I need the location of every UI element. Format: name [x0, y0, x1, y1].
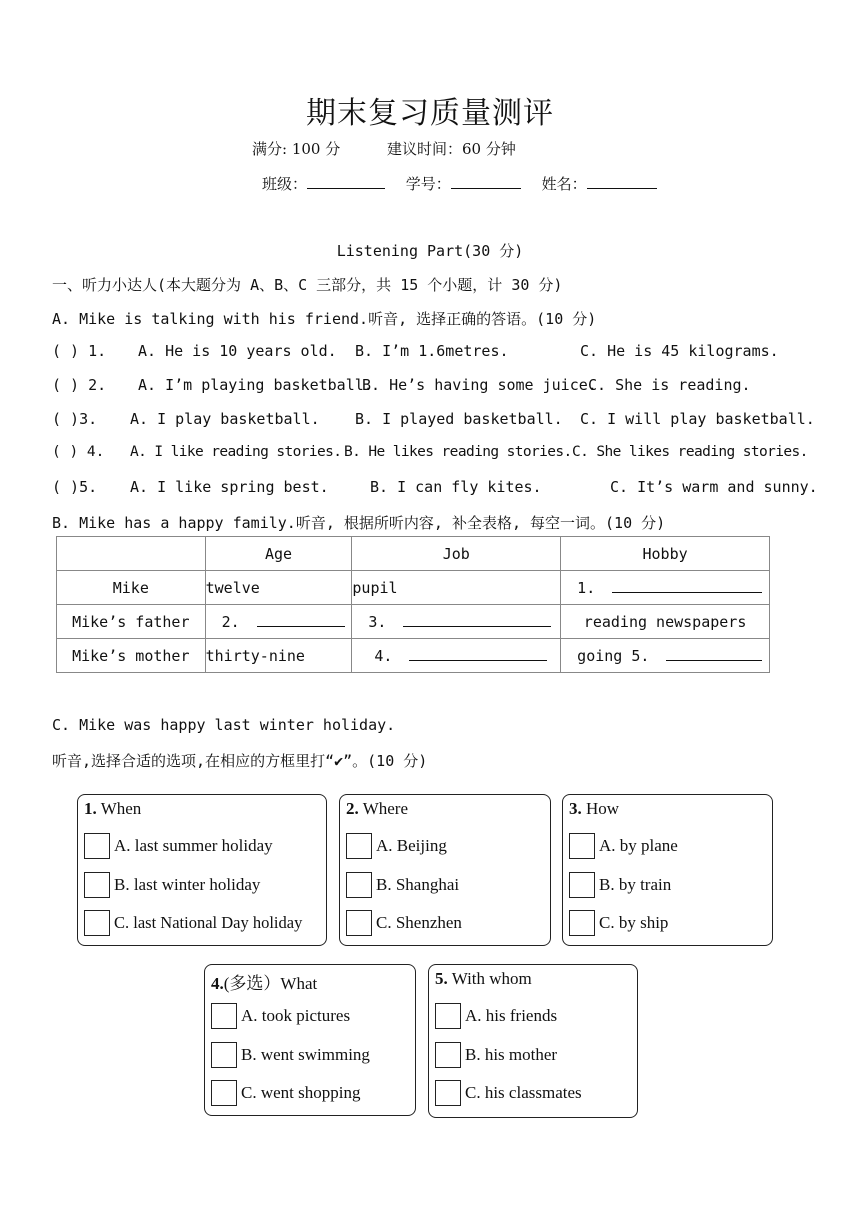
- option-row: [346, 833, 447, 859]
- question-box-with-whom: [428, 964, 638, 1118]
- question-3-number: ( )3.: [52, 410, 98, 428]
- checkbox[interactable]: [211, 1042, 237, 1068]
- option-label: C. Shenzhen: [376, 913, 462, 932]
- question-4-number: ( ) 4.: [52, 444, 105, 460]
- question-3-option-c: C. I will play basketball.: [580, 410, 815, 428]
- table-header-row: [57, 537, 770, 571]
- mike-age: twelve: [205, 571, 352, 605]
- family-info-table: [56, 536, 770, 673]
- option-row: [211, 1042, 370, 1068]
- checkbox[interactable]: [84, 910, 110, 936]
- id-label: 学号：: [405, 175, 451, 193]
- table-row: [57, 639, 770, 673]
- question-5-option-a: A. I like spring best.: [130, 478, 329, 496]
- mother-hobby-prefix: going 5.: [577, 646, 650, 665]
- blank-1[interactable]: [612, 580, 762, 593]
- father-age-cell: [205, 605, 352, 639]
- checkbox[interactable]: [346, 833, 372, 859]
- box-label: When: [100, 799, 142, 818]
- name-blank[interactable]: [587, 174, 657, 189]
- box-number: 5.: [435, 969, 448, 988]
- header-job: Job: [352, 537, 561, 571]
- question-box-when: [77, 794, 327, 946]
- question-5-number: ( )5.: [52, 478, 98, 496]
- option-row: [346, 872, 459, 898]
- question-3-option-b: B. I played basketball.: [355, 410, 563, 428]
- box-number: 4.: [211, 974, 224, 993]
- option-row: [569, 833, 678, 859]
- name-label: 姓名：: [541, 175, 587, 193]
- checkbox[interactable]: [435, 1003, 461, 1029]
- checkbox[interactable]: [346, 910, 372, 936]
- part-c-instruction-2: 听音,选择合适的选项,在相应的方框里打“✔”。(10 分): [52, 752, 428, 770]
- blank-3[interactable]: [403, 614, 551, 627]
- option-label: B. by train: [599, 875, 672, 894]
- mother-age: thirty-nine: [205, 639, 352, 673]
- option-row: [346, 910, 462, 936]
- option-label: C. last National Day holiday: [114, 913, 303, 932]
- option-label: A. his friends: [465, 1006, 558, 1025]
- header-hobby: Hobby: [561, 537, 770, 571]
- checkbox[interactable]: [569, 872, 595, 898]
- suggested-time: 建议时间：60 分钟: [387, 140, 516, 158]
- box-label: (多选）What: [223, 974, 318, 993]
- option-label: C. by ship: [599, 913, 669, 932]
- option-label: A. by plane: [599, 836, 678, 855]
- blank-3-number: 3.: [368, 612, 387, 631]
- page-title: 期末复习质量测评: [306, 96, 554, 131]
- option-row: [569, 872, 671, 898]
- question-4-option-c: C. She likes reading stories.: [572, 444, 808, 460]
- question-4-option-a: A. I like reading stories.: [130, 444, 342, 460]
- section-one-heading: 一、听力小达人(本大题分为 A、B、C 三部分，共 15 个小题，计 30 分): [52, 276, 563, 294]
- option-label: A. took pictures: [241, 1006, 351, 1025]
- option-label: B. last winter holiday: [114, 875, 261, 894]
- option-label: C. his classmates: [465, 1083, 582, 1102]
- question-5-option-b: B. I can fly kites.: [370, 478, 542, 496]
- question-2-number: ( ) 2.: [52, 376, 107, 394]
- row-name: Mike: [57, 571, 206, 605]
- father-job-cell: [352, 605, 561, 639]
- blank-2-number: 2.: [221, 612, 240, 631]
- question-4-option-b: B. He likes reading stories.: [344, 444, 572, 460]
- part-a-instruction: A. Mike is talking with his friend.听音, 选择正确的答语。(10 分): [52, 310, 597, 328]
- row-name: Mike’s father: [57, 605, 206, 639]
- father-hobby: reading newspapers: [561, 605, 770, 639]
- checkbox[interactable]: [435, 1080, 461, 1106]
- blank-2[interactable]: [257, 614, 345, 627]
- question-box-where: [339, 794, 551, 946]
- question-2-option-a: A. I’m playing basketball.: [138, 376, 373, 394]
- blank-5[interactable]: [666, 648, 762, 661]
- box-label: Where: [362, 799, 409, 818]
- question-2-option-c: C. She is reading.: [588, 376, 751, 394]
- question-1-number: ( ) 1.: [52, 342, 107, 360]
- row-name: Mike’s mother: [57, 639, 206, 673]
- header-age: Age: [205, 537, 352, 571]
- box-label: With whom: [451, 969, 532, 988]
- question-1-option-a: A. He is 10 years old.: [138, 342, 337, 360]
- mother-hobby-cell: [561, 639, 770, 673]
- question-1-option-b: B. I’m 1.6metres.: [355, 342, 509, 360]
- header-empty-cell: [57, 537, 206, 571]
- option-row: [569, 910, 668, 936]
- id-blank[interactable]: [451, 174, 521, 189]
- option-row: [435, 1042, 557, 1068]
- table-row: [57, 571, 770, 605]
- part-c-instruction: C. Mike was happy last winter holiday.: [52, 716, 396, 734]
- checkbox[interactable]: [435, 1042, 461, 1068]
- option-label: C. went shopping: [241, 1083, 361, 1102]
- checkbox[interactable]: [346, 872, 372, 898]
- part-b-instruction: B. Mike has a happy family.听音, 根据所听内容, 补全表格, 每空一词。(10 分): [52, 514, 666, 532]
- option-label: B. Shanghai: [376, 875, 460, 894]
- blank-4-number: 4.: [374, 646, 393, 665]
- question-2-option-b: B. He’s having some juice.: [362, 376, 597, 394]
- option-label: A. last summer holiday: [114, 836, 273, 855]
- class-blank[interactable]: [307, 174, 385, 189]
- box-label: How: [586, 799, 620, 818]
- option-row: [84, 833, 273, 859]
- student-info-line: [262, 173, 657, 194]
- table-row: [57, 605, 770, 639]
- checkbox[interactable]: [211, 1003, 237, 1029]
- question-box-how: [562, 794, 773, 946]
- option-label: B. went swimming: [241, 1045, 370, 1064]
- blank-1-number: 1.: [577, 578, 596, 597]
- checkbox[interactable]: [569, 833, 595, 859]
- option-row: [435, 1080, 582, 1106]
- checkbox[interactable]: [84, 833, 110, 859]
- question-1-option-c: C. He is 45 kilograms.: [580, 342, 779, 360]
- question-5-option-c: C. It’s warm and sunny.: [610, 478, 818, 496]
- option-row: [84, 872, 260, 898]
- option-row: [435, 1003, 557, 1029]
- option-row: [211, 1003, 350, 1029]
- box-number: 3.: [569, 799, 582, 818]
- option-row: [84, 910, 302, 936]
- checkbox[interactable]: [569, 910, 595, 936]
- class-label: 班级：: [262, 175, 308, 193]
- listening-header: Listening Part(30 分): [336, 242, 524, 260]
- box-number: 1.: [84, 799, 97, 818]
- option-label: B. his mother: [465, 1045, 558, 1064]
- question-box-what: [204, 964, 416, 1116]
- option-label: A. Beijing: [376, 836, 447, 855]
- mike-hobby-cell: [561, 571, 770, 605]
- option-row: [211, 1080, 360, 1106]
- mike-job: pupil: [352, 571, 561, 605]
- box-number: 2.: [346, 799, 359, 818]
- checkbox[interactable]: [211, 1080, 237, 1106]
- mother-job-cell: [352, 639, 561, 673]
- blank-4[interactable]: [409, 648, 547, 661]
- checkbox[interactable]: [84, 872, 110, 898]
- full-score: 满分: 100 分: [252, 140, 341, 158]
- question-3-option-a: A. I play basketball.: [130, 410, 320, 428]
